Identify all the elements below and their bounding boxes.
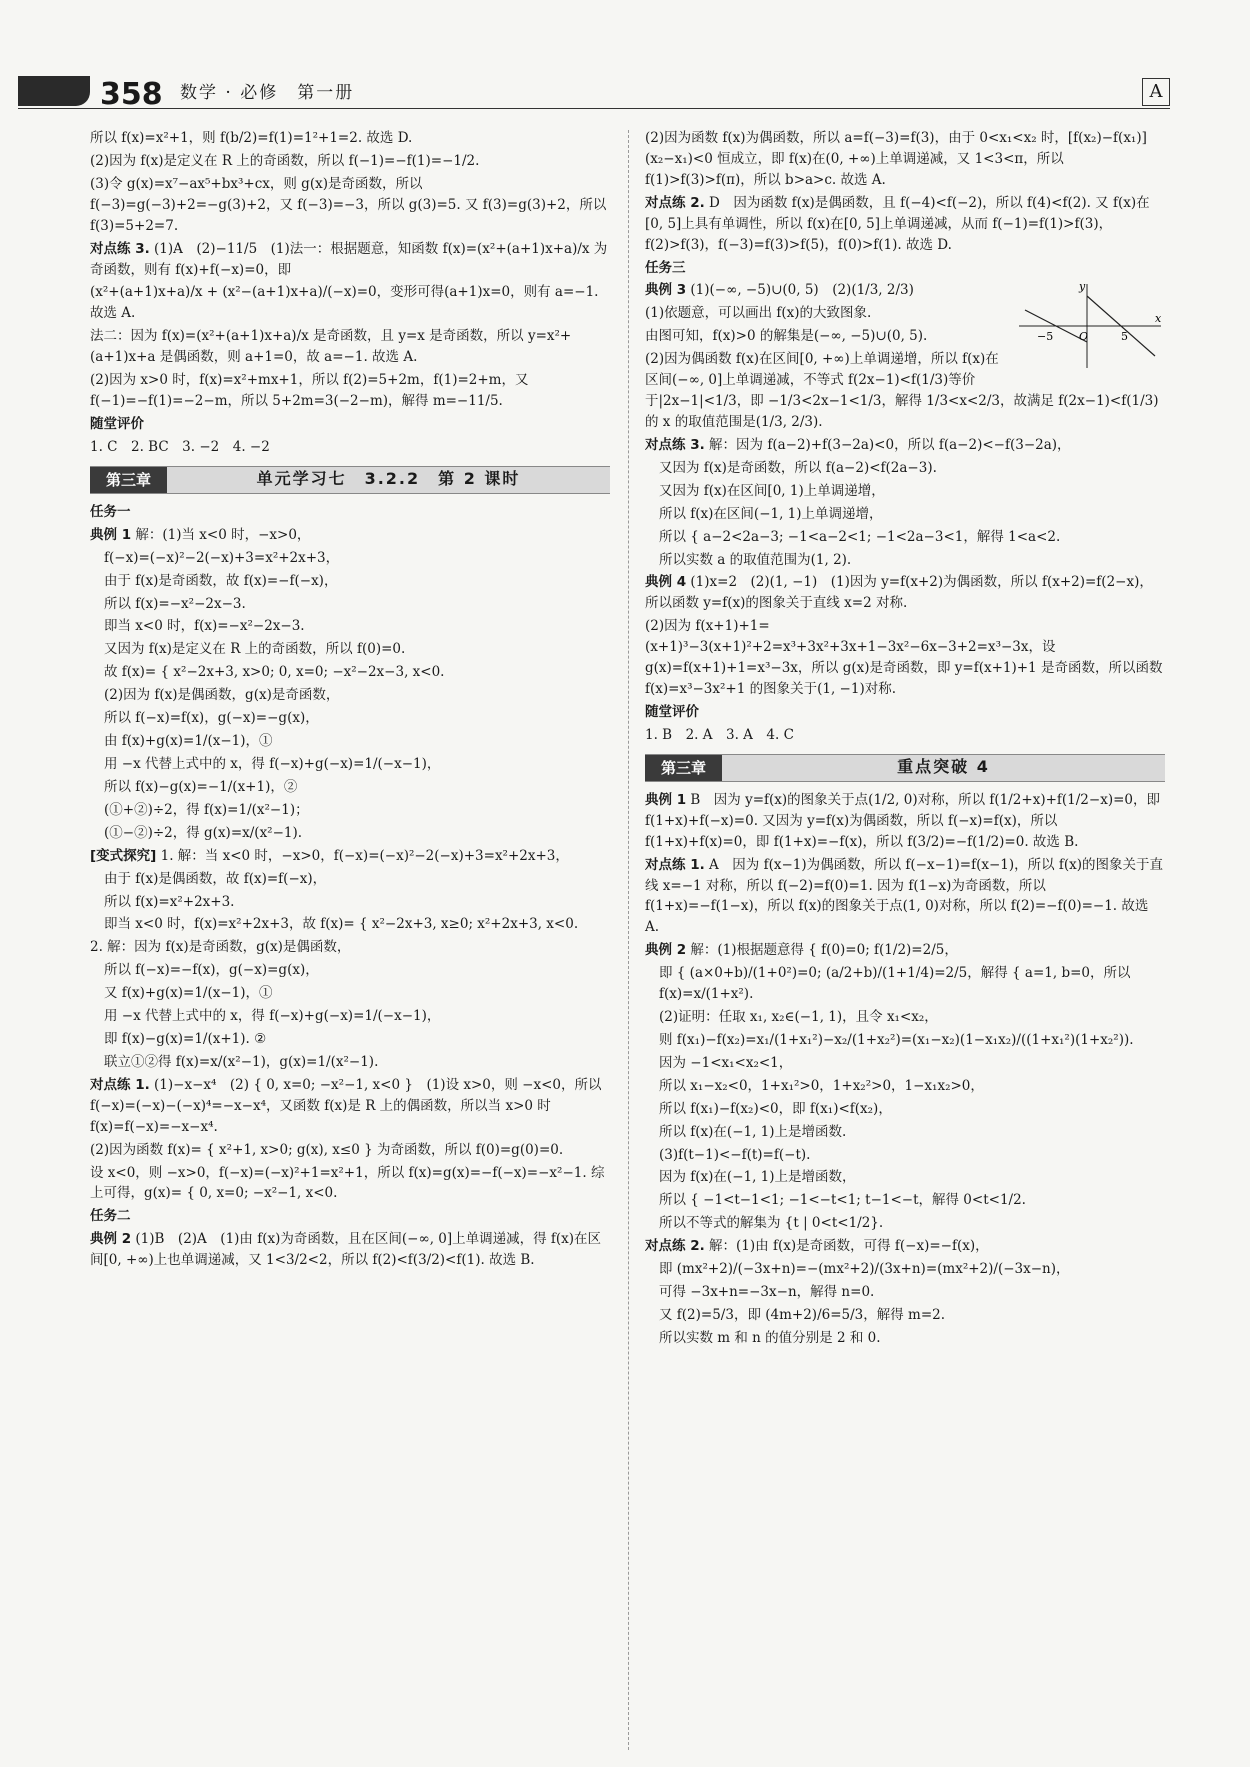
text-line: (1)x=2 (2)(1, −1) (1)因为 y=f(x+2)为偶函数，所以 f(x+2)=f(2−x)，所以函数 y=f(x)的图象关于直线 x=2 对称. [645, 574, 1153, 612]
section-heading: 随堂评价 [90, 415, 144, 432]
text-line: 解：(1)当 x<0 时，−x>0， [135, 526, 311, 543]
text-line: (1)A (2)−11/5 (1)法一：根据题意，知函数 f(x)=(x²+(a+1)x+a)/x 为奇函数，则有 f(x)+f(−x)=0，即 [90, 240, 608, 278]
text-line: (3)令 g(x)=x⁷−ax⁵+bx³+cx，则 g(x)是奇函数，所以 f(−3)=g(−3)+2=−g(3)+2，又 f(−3)=−3，所以 g(3)=5. 又 f(3)=g(3)+2，所以 f(3)=5+2=7. [90, 175, 607, 234]
text-line: (3)f(t−1)<−f(t)=f(−t). [659, 1146, 811, 1163]
text-line: 所以 { −1<t−1<1; −1<−t<1; t−1<−t，解得 0<t<1/2. [659, 1192, 1026, 1209]
section-heading: 随堂评价 [645, 703, 699, 720]
text-line: 所以不等式的解集为 {t | 0<t<1/2}. [659, 1215, 884, 1232]
text-line: 解：因为 f(a−2)+f(3−2a)<0，所以 f(a−2)<−f(3−2a)， [709, 436, 1071, 453]
text-line: 又因为 f(x)是奇函数，所以 f(a−2)<f(2a−3). [659, 459, 937, 476]
text-line: B 因为 y=f(x)的图象关于点(1/2, 0)对称，所以 f(1/2+x)+f(1/2−x)=0，即 f(1+x)+f(−x)=0. 又因为 y=f(x)为偶函数，所以 f(−x)=f(x)，所以 f(1+x)+f(x)=0，即 f(1+x)=−f(x)，所以 f(3/2)=−f(1/2)=0. 故选 B. [645, 791, 1160, 850]
text-line: 法二：因为 f(x)=(x²+(a+1)x+a)/x 是奇函数，且 y=x 是奇函数，所以 y=x²+(a+1)x+a 是偶函数，则 a+1=0，故 a=−1. 故选 A. [90, 328, 572, 366]
graph-x-label: x [1155, 312, 1162, 326]
task-heading: 任务一 [90, 503, 131, 520]
chapter-title: 单元学习七 3.2.2 第 2 课时 [256, 469, 521, 489]
text-line: 又因为 f(x)在区间[0, 1)上单调递增， [659, 482, 885, 499]
text-line: (2)因为 f(x)是定义在 R 上的奇函数，所以 f(−1)=−f(1)=−1/2. [90, 152, 480, 169]
exercise-label: 对点练 2. [645, 1238, 705, 1255]
text-line: 可得 −3x+n=−3x−n，解得 n=0. [659, 1284, 875, 1301]
text-line: (2)因为函数 f(x)= { x²+1, x>0; g(x), x≤0 } 为奇函数，所以 f(0)=g(0)=0. [90, 1141, 564, 1158]
example-label: 典例 2 [90, 1231, 132, 1248]
text-line: 所以 f(x)在区间(−1, 1)上单调递增， [659, 505, 883, 522]
example-label: 典例 1 [645, 791, 687, 808]
chapter-banner [645, 754, 1165, 782]
page-tab-decoration [18, 76, 90, 106]
left-column [90, 128, 610, 1273]
edition-badge: A [1142, 78, 1170, 106]
text-line: 即 (mx²+2)/(−3x+n)=−(mx²+2)/(3x+n)=(mx²+2)/(−3x−n)， [659, 1261, 1070, 1278]
text-line: 解：(1)由 f(x)是奇函数，可得 f(−x)=−f(x)， [709, 1238, 989, 1255]
header-rule [18, 108, 1170, 109]
graph-origin-label: O [1079, 330, 1089, 344]
page-number: 358 [100, 77, 163, 112]
exercise-label: 对点练 1. [645, 856, 705, 873]
text-line: 所以 f(−x)=−f(x)，g(−x)=g(x)， [104, 962, 319, 979]
text-line: (1)−x−x⁴ (2) { 0, x=0; −x²−1, x<0 } (1)设 x>0，则 −x<0，所以 f(−x)=(−x)−(−x)⁴=−x−x⁴，又函数 f(x)是 R 上的偶函数，所以当 x>0 时 f(x)=f(−x)=−x−x⁴. [90, 1076, 602, 1135]
exercise-label: 对点练 1. [90, 1076, 150, 1093]
example-label: 典例 4 [645, 574, 687, 591]
text-line: 即当 x<0 时，f(x)=−x²−2x−3. [104, 618, 305, 635]
function-graph [1015, 280, 1165, 372]
text-line: 所以 f(x₁)−f(x₂)<0，即 f(x₁)<f(x₂)， [659, 1100, 892, 1117]
text-line: 由图可知，f(x)>0 的解集是(−∞, −5)∪(0, 5). [645, 328, 928, 345]
answer-line: 1. B 2. A 3. A 4. C [645, 726, 794, 743]
text-line: 2. 解：因为 f(x)是奇函数，g(x)是偶函数， [90, 939, 351, 956]
text-line: 由 f(x)+g(x)=1/(x−1)，① [104, 733, 273, 750]
text-line: (①+②)÷2，得 f(x)=1/(x²−1)； [104, 801, 309, 818]
text-line: 又 f(x)+g(x)=1/(x−1)，① [104, 985, 273, 1002]
right-column [645, 128, 1165, 1351]
graph-y-label: y [1079, 280, 1086, 294]
text-line: 所以 f(−x)=f(x)，g(−x)=−g(x)， [104, 710, 319, 727]
text-line: (2)因为偶函数 f(x)在区间[0, +∞)上单调递增，所以 f(x)在区间(−∞, 0]上单调递减，不等式 f(2x−1)<f(1/3)等价于|2x−1|<1/3，即 −1/3<2x−1<1/3，解得 1/3<x<2/3，故满足 f(2x−1)<f(1/3)的 x 的取值范围是(1/3, 2/3). [645, 351, 1159, 430]
chapter-title: 重点突破 4 [897, 757, 990, 777]
text-line: 所以实数 a 的取值范围为(1, 2). [659, 551, 852, 568]
chapter-label: 第三章 [90, 467, 167, 493]
text-line: (2)因为 f(x+1)+1=(x+1)³−3(x+1)²+2=x³+3x²+3x+1−3x²−6x−3+2=x³−3x，设 g(x)=f(x+1)+1=x³−3x，所以 g(x)是奇函数，即 y=f(x+1)+1 是奇函数，所以函数 f(x)=x³−3x²+1 的图象关于(1, −1)对称. [645, 618, 1163, 698]
text-line: 因为 f(x)在(−1, 1)上是增函数， [659, 1169, 856, 1186]
text-line: 所以 f(x)−g(x)=−1/(x+1)，② [104, 778, 298, 795]
text-line: 设 x<0，则 −x>0，f(−x)=(−x)²+1=x²+1，所以 f(x)=g(x)=−f(−x)=−x²−1. 综上可得，g(x)= { 0, x=0; −x²−1, x<0. [90, 1164, 605, 1202]
text-line: 即 f(x)−g(x)=1/(x+1). ② [104, 1031, 267, 1048]
text-line: (2)因为 f(x)是偶函数，g(x)是奇函数， [104, 687, 340, 704]
text-line: (1)(−∞, −5)∪(0, 5) (2)(1/3, 2/3) [690, 282, 914, 299]
graph-tick-neg5: −5 [1037, 330, 1054, 344]
text-line: 所以 f(x)=x²+1，则 f(b/2)=f(1)=1²+1=2. 故选 D. [90, 130, 413, 146]
text-line: 所以 f(x)在(−1, 1)上是增函数. [659, 1123, 847, 1140]
text-line: (1)依题意，可以画出 f(x)的大致图象. [645, 305, 872, 322]
text-line: 用 −x 代替上式中的 x，得 f(−x)+g(−x)=1/(−x−1)， [104, 1008, 441, 1025]
text-line: f(−x)=(−x)²−2(−x)+3=x²+2x+3， [104, 549, 340, 566]
example-label: 典例 1 [90, 526, 132, 543]
text-line: (2)证明：任取 x₁, x₂∈(−1, 1)，且令 x₁<x₂， [659, 1009, 938, 1026]
example-label: 典例 2 [645, 942, 687, 959]
text-line: (2)因为函数 f(x)为偶函数，所以 a=f(−3)=f(3)，由于 0<x₁<x₂ 时，[f(x₂)−f(x₁)](x₂−x₁)<0 恒成立，即 f(x)在(0, +∞)上单调递减，又 1<3<π，所以 f(1)>f(3)>f(π)，所以 b>a>c. 故选 A. [645, 130, 1147, 188]
example-label: 典例 3 [645, 282, 687, 299]
text-line: 又因为 f(x)是定义在 R 上的奇函数，所以 f(0)=0. [104, 641, 406, 658]
text-line: 所以 x₁−x₂<0，1+x₁²>0，1+x₂²>0，1−x₁x₂>0， [659, 1077, 984, 1094]
text-line: 所以 f(x)=−x²−2x−3. [104, 595, 246, 612]
graph-tick-pos5: 5 [1121, 330, 1128, 344]
text-line: 因为 −1<x₁<x₂<1， [659, 1054, 793, 1071]
variant-label: [变式探究] [90, 847, 157, 864]
text-line: 所以 { a−2<2a−3; −1<a−2<1; −1<2a−3<1，解得 1<a<2. [659, 528, 1061, 545]
column-divider [628, 130, 629, 1750]
text-line: (2)因为 x>0 时，f(x)=x²+mx+1，所以 f(2)=5+2m，f(1)=2+m，又 f(−1)=−f(1)=−2−m，所以 5+2m=3(−2−m)，解得 m=−11/5. [90, 372, 529, 410]
text-line: 故 f(x)= { x²−2x+3, x>0; 0, x=0; −x²−2x−3, x<0. [104, 664, 445, 681]
text-line: 联立①②得 f(x)=x/(x²−1)，g(x)=1/(x²−1). [104, 1053, 379, 1070]
text-line: (x²+(a+1)x+a)/x + (x²−(a+1)x+a)/(−x)=0，变形可得(a+1)x=0，则有 a=−1. 故选 A. [90, 284, 599, 322]
page-header [0, 0, 1250, 110]
text-line: D 因为函数 f(x)是偶函数，且 f(−4)<f(−2)，所以 f(4)<f(2). 又 f(x)在[0, 5]上具有单调性，所以 f(x)在[0, 5]上单调递减，从而 f(−1)=f(1)>f(3)，f(2)>f(3)，f(−3)=f(3)>f(5)，f(0)>f(1). 故选 D. [645, 194, 1150, 253]
text-line: (①−②)÷2，得 g(x)=x/(x²−1). [104, 824, 303, 841]
exercise-label: 对点练 3. [90, 240, 150, 257]
text-line: (1)B (2)A (1)由 f(x)为奇函数，且在区间(−∞, 0]上单调递减，得 f(x)在区间[0, +∞)上也单调递减，又 1<3/2<2，所以 f(2)<f(3/2)<f(1). 故选 B. [90, 1231, 602, 1269]
text-line: A 因为 f(x−1)为偶函数，所以 f(−x−1)=f(x−1)，所以 f(x)的图象关于直线 x=−1 对称，所以 f(−2)=f(0)=1. 因为 f(1−x)为奇函数，所以 f(1+x)=−f(1−x)，所以 f(x)的图象关于点(1, 0)对称，所以 f(2)=−f(0)=−1. 故选 A. [645, 856, 1164, 936]
chapter-label: 第三章 [645, 755, 722, 781]
text-line: 又 f(2)=5/3，即 (4m+2)/6=5/3，解得 m=2. [659, 1307, 946, 1324]
exercise-label: 对点练 2. [645, 194, 705, 211]
text-line: 则 f(x₁)−f(x₂)=x₁/(1+x₁²)−x₂/(1+x₂²)=(x₁−x₂)(1−x₁x₂)/((1+x₁²)(1+x₂²)). [659, 1031, 1134, 1048]
book-title: 数学 · 必修 第一册 [180, 83, 355, 103]
text-line: 所以实数 m 和 n 的值分别是 2 和 0. [659, 1329, 881, 1346]
text-line: 即 { (a×0+b)/(1+0²)=0; (a/2+b)/(1+1/4)=2/5，解得 { a=1, b=0，所以 f(x)=x/(1+x²). [659, 965, 1131, 1003]
text-line: 由于 f(x)是奇函数，故 f(x)=−f(−x)， [104, 572, 338, 589]
text-line: 解：(1)根据题意得 { f(0)=0; f(1/2)=2/5， [690, 942, 958, 959]
answer-line: 1. C 2. BC 3. −2 4. −2 [90, 438, 270, 455]
task-heading: 任务三 [645, 259, 686, 276]
chapter-banner [90, 466, 610, 494]
text-line: 由于 f(x)是偶函数，故 f(x)=f(−x)， [104, 870, 327, 887]
text-line: 所以 f(x)=x²+2x+3. [104, 893, 235, 910]
task-heading: 任务二 [90, 1208, 131, 1225]
exercise-label: 对点练 3. [645, 436, 705, 453]
text-line: 1. 解：当 x<0 时，−x>0，f(−x)=(−x)²−2(−x)+3=x²+2x+3， [160, 847, 569, 864]
exercise-block [90, 239, 610, 281]
text-line: 用 −x 代替上式中的 x，得 f(−x)+g(−x)=1/(−x−1)， [104, 755, 441, 772]
text-line: 即当 x<0 时，f(x)=x²+2x+3，故 f(x)= { x²−2x+3, x≥0; x²+2x+3, x<0. [104, 916, 579, 933]
